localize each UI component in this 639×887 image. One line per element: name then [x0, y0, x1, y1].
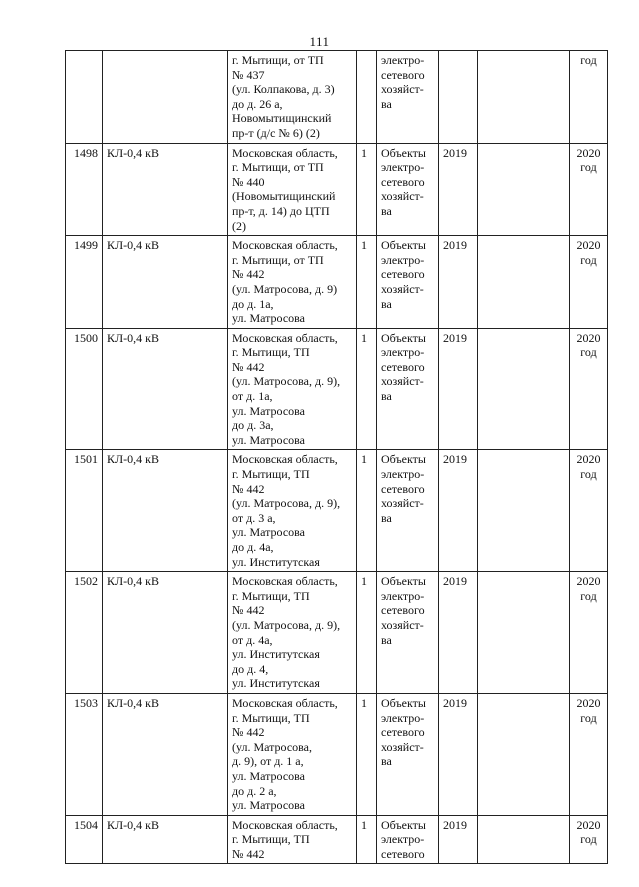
start-year: 2019: [443, 574, 467, 589]
address-line: № 442: [232, 359, 265, 374]
address-line: Московская область,: [232, 238, 338, 253]
end-year-line: 2020: [576, 330, 601, 345]
quantity: 1: [361, 695, 367, 710]
table-row: [66, 143, 608, 236]
row-number-cell: [66, 450, 103, 572]
category-line: хозяйст-: [381, 189, 424, 204]
address-line: (ул. Матросова, д. 9),: [232, 617, 341, 632]
end-year-line: год: [580, 467, 597, 482]
object-name: КЛ-0,4 кВ: [107, 574, 159, 589]
category-line: электро-: [381, 710, 425, 725]
end-year-line: 2020: [576, 695, 601, 710]
address-line: (ул. Матросова, д. 9),: [232, 496, 341, 511]
row-number-cell: [66, 572, 103, 694]
row-number-cell: [66, 693, 103, 815]
category-line: ва: [381, 203, 392, 218]
address-line: Новомытищинский: [232, 111, 332, 126]
address-cell: [228, 450, 357, 572]
category-line: электро-: [381, 345, 425, 360]
registry-table: [65, 50, 608, 864]
quantity-cell: [357, 51, 377, 144]
end-year-line: год: [580, 160, 597, 175]
row-number: 1499: [74, 238, 98, 253]
address-line: г. Мытищи, ТП: [232, 588, 310, 603]
category-line: хозяйст-: [381, 82, 424, 97]
address-line: (ул. Матросова,: [232, 739, 312, 754]
category-line: Объекты: [381, 452, 426, 467]
end-year-cell: [570, 693, 608, 815]
quantity-cell: [357, 572, 377, 694]
address-line: № 442: [232, 267, 265, 282]
address-cell: [228, 143, 357, 236]
object-name-cell: [103, 328, 228, 450]
quantity: 1: [361, 817, 367, 832]
quantity: 1: [361, 574, 367, 589]
address-line: д. 9), от д. 1 а,: [232, 754, 304, 769]
empty-cell: [478, 143, 570, 236]
address-line: г. Мытищи, от ТП: [232, 252, 324, 267]
quantity-cell: [357, 143, 377, 236]
object-name-cell: [103, 450, 228, 572]
category-line: хозяйст-: [381, 617, 424, 632]
address-cell: [228, 236, 357, 329]
address-line: г. Мытищи, ТП: [232, 710, 310, 725]
address-line: до д. 26 а,: [232, 96, 283, 111]
row-number: 1501: [74, 452, 98, 467]
address-line: (ул. Колпакова, д. 3): [232, 82, 335, 97]
category-line: электро-: [381, 160, 425, 175]
start-year-cell: [439, 51, 478, 144]
object-name: КЛ-0,4 кВ: [107, 145, 159, 160]
row-number-cell: [66, 815, 103, 864]
address-line: до д. 2 а,: [232, 783, 277, 798]
quantity-cell: [357, 236, 377, 329]
end-year-line: год: [580, 588, 597, 603]
object-name: КЛ-0,4 кВ: [107, 695, 159, 710]
table-row: [66, 51, 608, 144]
object-name: КЛ-0,4 кВ: [107, 817, 159, 832]
end-year-cell: [570, 815, 608, 864]
category-line: ва: [381, 510, 392, 525]
address-line: № 440: [232, 174, 265, 189]
address-cell: [228, 328, 357, 450]
quantity-cell: [357, 693, 377, 815]
object-name-cell: [103, 143, 228, 236]
end-year-line: 2020: [576, 452, 601, 467]
category-cell: [377, 51, 439, 144]
page-number: 111: [309, 34, 330, 49]
end-year-cell: [570, 143, 608, 236]
category-line: сетевого: [381, 67, 425, 82]
end-year-line: год: [580, 832, 597, 847]
quantity: 1: [361, 238, 367, 253]
address-line: пр-т, д. 14) до ЦТП: [232, 203, 330, 218]
table-row: [66, 450, 608, 572]
address-line: ул. Институтская: [232, 676, 320, 691]
category-line: ва: [381, 296, 392, 311]
address-line: до д. 4,: [232, 661, 269, 676]
address-line: № 437: [232, 67, 265, 82]
category-cell: [377, 236, 439, 329]
category-cell: [377, 572, 439, 694]
end-year-line: год: [580, 710, 597, 725]
empty-cell: [478, 815, 570, 864]
start-year-cell: [439, 815, 478, 864]
end-year-cell: [570, 328, 608, 450]
table-row: [66, 693, 608, 815]
address-line: ул. Институтская: [232, 554, 320, 569]
row-number-cell: [66, 236, 103, 329]
category-cell: [377, 693, 439, 815]
address-line: Московская область,: [232, 330, 338, 345]
object-name-cell: [103, 236, 228, 329]
end-year-line: 2020: [576, 145, 601, 160]
end-year-line: год: [580, 345, 597, 360]
row-number: 1502: [74, 574, 98, 589]
address-line: № 442: [232, 481, 265, 496]
category-line: ва: [381, 754, 392, 769]
address-line: (ул. Матросова, д. 9),: [232, 374, 341, 389]
table-row: [66, 815, 608, 864]
category-line: сетевого: [381, 725, 425, 740]
start-year-cell: [439, 450, 478, 572]
quantity-cell: [357, 328, 377, 450]
end-year-cell: [570, 572, 608, 694]
address-line: г. Мытищи, от ТП: [232, 53, 324, 67]
address-cell: [228, 51, 357, 144]
row-number-cell: [66, 143, 103, 236]
category-line: электро-: [381, 832, 425, 847]
category-line: хозяйст-: [381, 496, 424, 511]
category-line: электро-: [381, 53, 425, 67]
object-name-cell: [103, 815, 228, 864]
start-year-cell: [439, 328, 478, 450]
address-line: Московская область,: [232, 817, 338, 832]
empty-cell: [478, 51, 570, 144]
address-line: до д. 4а,: [232, 540, 274, 554]
address-line: № 442: [232, 846, 265, 861]
category-line: хозяйст-: [381, 281, 424, 296]
start-year: 2019: [443, 330, 467, 345]
address-line: г. Мытищи, ТП: [232, 345, 310, 360]
category-line: Объекты: [381, 695, 426, 710]
category-line: хозяйст-: [381, 739, 424, 754]
category-line: электро-: [381, 467, 425, 482]
row-number: 1503: [74, 695, 98, 710]
end-year-line: 2020: [576, 574, 601, 589]
category-cell: [377, 815, 439, 864]
address-cell: [228, 693, 357, 815]
object-name: КЛ-0,4 кВ: [107, 238, 159, 253]
end-year-cell: [570, 236, 608, 329]
category-cell: [377, 328, 439, 450]
category-line: Объекты: [381, 817, 426, 832]
empty-cell: [478, 328, 570, 450]
row-number: 1504: [74, 817, 98, 832]
row-number: 1500: [74, 330, 98, 345]
object-name: КЛ-0,4 кВ: [107, 452, 159, 467]
empty-cell: [478, 450, 570, 572]
start-year-cell: [439, 143, 478, 236]
address-line: от д. 1а,: [232, 389, 273, 404]
category-line: сетевого: [381, 174, 425, 189]
category-line: ва: [381, 389, 392, 404]
end-year-line: год: [580, 252, 597, 267]
category-line: сетевого: [381, 267, 425, 282]
category-cell: [377, 143, 439, 236]
end-year-line: 2020: [576, 238, 601, 253]
quantity-cell: [357, 450, 377, 572]
start-year-cell: [439, 572, 478, 694]
address-line: до д. 1а,: [232, 296, 274, 311]
start-year: 2019: [443, 695, 467, 710]
object-name: КЛ-0,4 кВ: [107, 330, 159, 345]
category-line: ва: [381, 96, 392, 111]
row-number-cell: [66, 328, 103, 450]
address-line: г. Мытищи, ТП: [232, 832, 310, 847]
start-year-cell: [439, 236, 478, 329]
start-year: 2019: [443, 238, 467, 253]
empty-cell: [478, 693, 570, 815]
object-name-cell: [103, 693, 228, 815]
end-year-line: 2020: [576, 817, 601, 832]
table-body: [66, 51, 608, 864]
address-line: ул. Матросова: [232, 311, 305, 326]
category-line: Объекты: [381, 145, 426, 160]
address-cell: [228, 572, 357, 694]
address-line: г. Мытищи, от ТП: [232, 160, 324, 175]
address-line: г. Мытищи, ТП: [232, 467, 310, 482]
address-line: (2): [232, 218, 246, 233]
category-cell: [377, 450, 439, 572]
category-line: сетевого: [381, 603, 425, 618]
category-line: электро-: [381, 252, 425, 267]
category-line: ва: [381, 632, 392, 647]
address-line: ул. Матросова: [232, 403, 305, 418]
address-line: Московская область,: [232, 145, 338, 160]
quantity-cell: [357, 815, 377, 864]
address-line: Московская область,: [232, 452, 338, 467]
address-line: ул. Институтская: [232, 647, 320, 662]
address-line: от д. 3 а,: [232, 510, 276, 525]
table-row: [66, 236, 608, 329]
quantity: 1: [361, 145, 367, 160]
address-line: до д. 3а,: [232, 418, 274, 433]
address-line: № 442: [232, 725, 265, 740]
address-cell: [228, 815, 357, 864]
address-line: от д. 4а,: [232, 632, 273, 647]
address-line: пр-т (д/с № 6) (2): [232, 125, 320, 140]
category-line: сетевого: [381, 359, 425, 374]
start-year-cell: [439, 693, 478, 815]
address-line: ул. Матросова: [232, 432, 305, 447]
address-line: № 442: [232, 603, 265, 618]
table-row: [66, 328, 608, 450]
category-line: Объекты: [381, 574, 426, 589]
category-line: хозяйст-: [381, 374, 424, 389]
empty-cell: [478, 572, 570, 694]
object-name-cell: [103, 51, 228, 144]
start-year: 2019: [443, 452, 467, 467]
row-number-cell: [66, 51, 103, 144]
address-line: ул. Матросова: [232, 798, 305, 813]
address-line: (Новомытищинский: [232, 189, 336, 204]
quantity: 1: [361, 330, 367, 345]
object-name-cell: [103, 572, 228, 694]
start-year: 2019: [443, 817, 467, 832]
category-line: Объекты: [381, 238, 426, 253]
end-year-cell: [570, 450, 608, 572]
address-line: ул. Матросова: [232, 768, 305, 783]
category-line: сетевого: [381, 481, 425, 496]
address-line: Московская область,: [232, 695, 338, 710]
quantity: 1: [361, 452, 367, 467]
empty-cell: [478, 236, 570, 329]
row-number: 1498: [74, 145, 98, 160]
category-line: Объекты: [381, 330, 426, 345]
start-year: 2019: [443, 145, 467, 160]
address-line: ул. Матросова: [232, 525, 305, 540]
address-line: (ул. Матросова, д. 9): [232, 281, 338, 296]
end-year-line: год: [580, 53, 597, 67]
address-line: Московская область,: [232, 574, 338, 589]
category-line: электро-: [381, 588, 425, 603]
category-line: сетевого: [381, 846, 425, 861]
end-year-cell: [570, 51, 608, 144]
table-row: [66, 572, 608, 694]
